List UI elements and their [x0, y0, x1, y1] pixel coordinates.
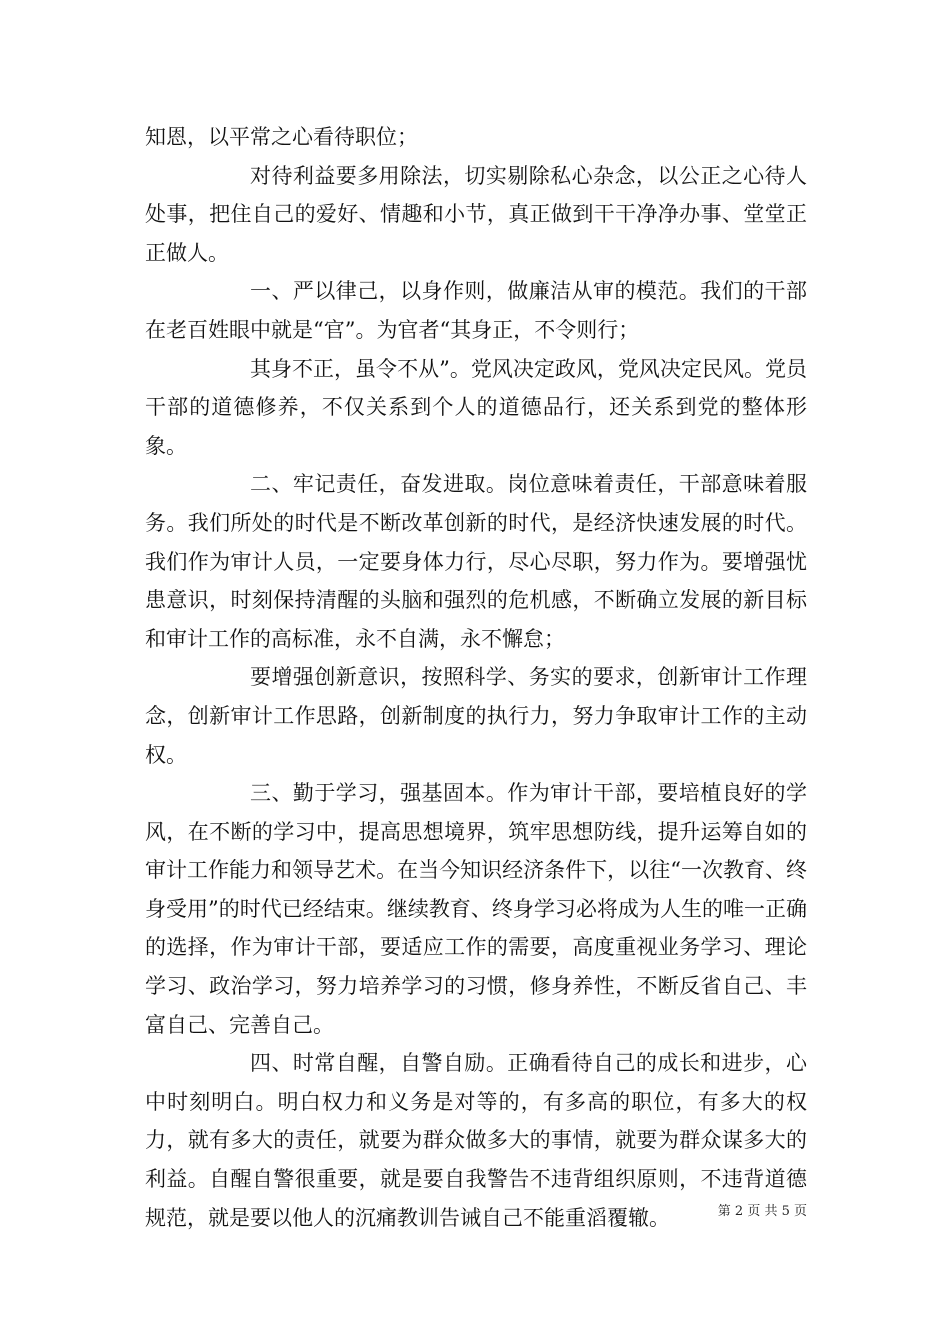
- page-number: 第 2 页 共 5 页: [717, 1204, 807, 1219]
- paragraph-6: 要增强创新意识，按照科学、务实的要求，创新审计工作理念，创新审计工作思路，创新制度的执行力，努力争取审计工作的主动权。: [145, 665, 807, 767]
- paragraph-7: 三、勤于学习，强基固本。作为审计干部，要培植良好的学风，在不断的学习中，提高思想境界，筑牢思想防线，提升运筹自如的审计工作能力和领导艺术。在当今知识经济条件下，以往“一次教育、终身受用”的时代已经结束。继续教育、终身学习必将成为人生的唯一正确的选择，作为审计干部，要适应工作的需要，高度重视业务学习、理论学习、政治学习，努力培养学习的习惯，修身养性，不断反省自己、丰富自己、完善自己。: [145, 781, 807, 1037]
- paragraph-4: 其身不正，虽令不从”。党风决定政风，党风决定民风。党员干部的道德修养，不仅关系到个人的道德品行，还关系到党的整体形象。: [145, 356, 807, 458]
- paragraph-8: 四、时常自醒，自警自励。正确看待自己的成长和进步，心中时刻明白。明白权力和义务是对等的，有多高的职位，有多大的权力，就有多大的责任，就要为群众做多大的事情，就要为群众谋多大的利益。自醒自警很重要，就是要自我警告不违背组织原则，不违背道德规范，就是要以他人的沉痛教训告诫自己不能重滔覆辙。: [145, 1051, 807, 1230]
- document-body: [145, 118, 807, 1237]
- paragraph-1: 知恩，以平常之心看待职位；: [145, 125, 418, 149]
- paragraph-5: 二、牢记责任，奋发进取。岗位意味着责任，干部意味着服务。我们所处的时代是不断改革创新的时代，是经济快速发展的时代。我们作为审计人员，一定要身体力行，尽心尽职，努力作为。要增强忧患意识，时刻保持清醒的头脑和强烈的危机感，不断确立发展的新目标和审计工作的高标准，永不自满，永不懈怠；: [145, 472, 807, 651]
- paragraph-2: 对待利益要多用除法，切实剔除私心杂念，以公正之心待人处事，把住自己的爱好、情趣和小节，真正做到干干净净办事、堂堂正正做人。: [145, 163, 807, 265]
- paragraph-3: 一、严以律己，以身作则，做廉洁从审的模范。我们的干部在老百姓眼中就是“官”。为官者“其身正，不令则行；: [145, 279, 807, 342]
